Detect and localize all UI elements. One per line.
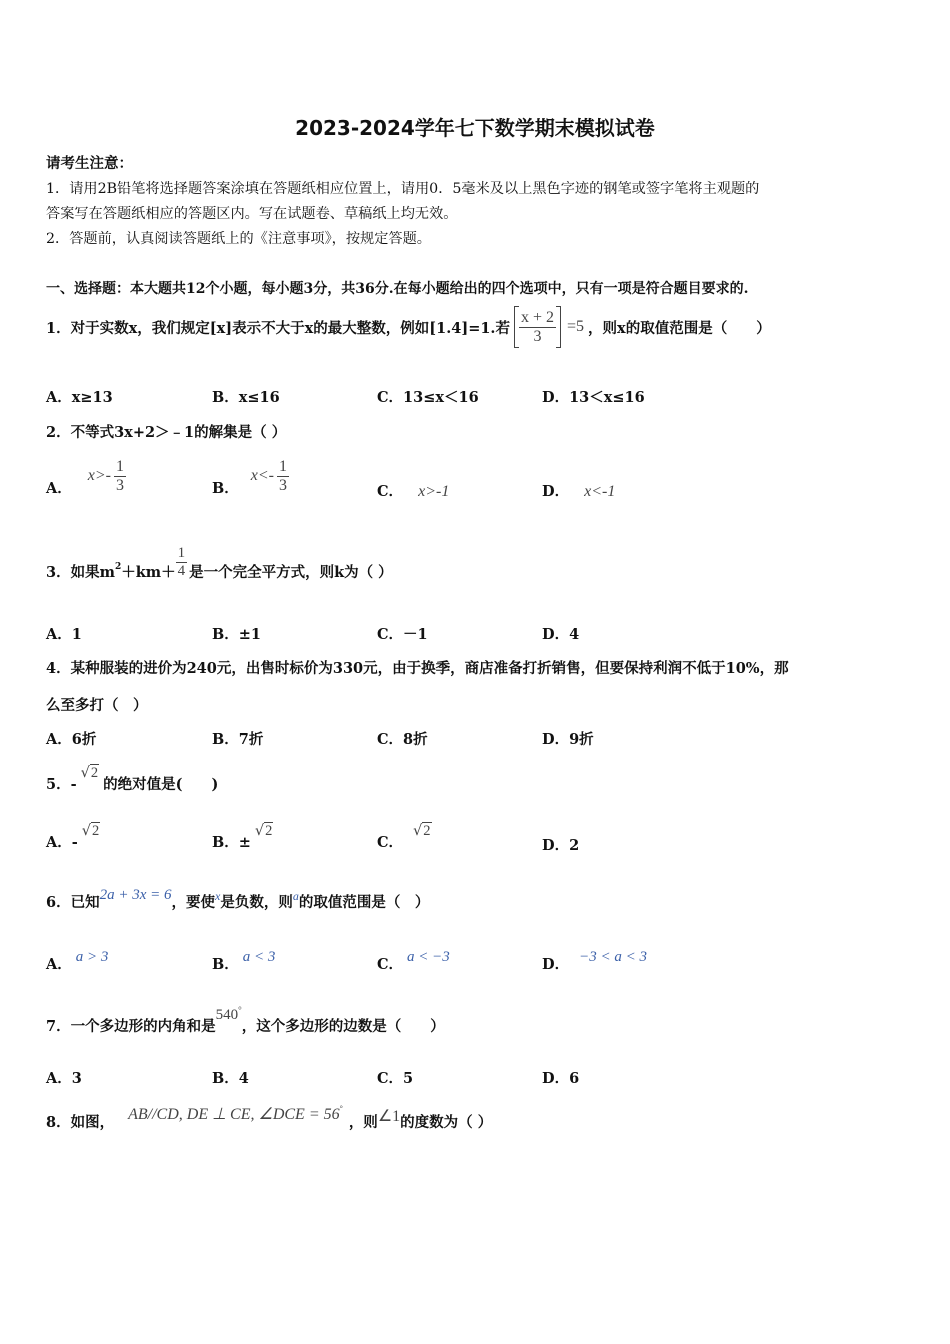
sqrt-icon: √	[80, 765, 90, 781]
question-4-line-2: 么至多打（ ）	[46, 697, 148, 714]
q6-c-label: C．	[377, 956, 404, 973]
q3-post: 是一个完全平方式，则k为（ ）	[189, 563, 393, 581]
q5-c-sqrt	[413, 822, 432, 840]
q2-option-d[interactable]	[542, 480, 615, 501]
q2-c-expr: x>-1	[418, 483, 450, 500]
q1-numerator: x + 2	[520, 308, 555, 326]
q6-mid2: 是负数，则	[220, 894, 293, 911]
q5-c-label: C．	[377, 834, 404, 851]
page-title: 2023-2024学年七下数学期末模拟试卷	[295, 116, 655, 140]
question-8-stem	[46, 1100, 492, 1132]
sqrt-icon: √	[81, 823, 92, 839]
q2-option-b[interactable]	[212, 452, 289, 500]
q2-b-label: B．	[212, 479, 239, 497]
notice-line-3: 2．答题前，认真阅读答题纸上的《注意事项》，按规定答题。	[46, 231, 431, 247]
q3-pre-text: 3．如果m	[46, 563, 115, 581]
q3-den: 4	[177, 562, 186, 579]
q4-option-d[interactable]: D．9折	[542, 731, 594, 748]
q1-option-c[interactable]: C．13≤x＜16	[377, 389, 479, 406]
sqrt-icon: √	[254, 823, 265, 839]
q5-option-d[interactable]: D．2	[542, 837, 580, 854]
q1-option-b[interactable]: B．x≤16	[212, 389, 280, 406]
sqrt-icon: √	[413, 823, 423, 839]
q8-mid: ，则	[348, 1114, 378, 1131]
q8-expr-text: AB//CD, DE ⊥ CE, ∠DCE = 56	[128, 1106, 340, 1123]
q2-b-den: 3	[279, 476, 287, 494]
question-3-stem	[46, 538, 393, 586]
q2-a-label: A．	[46, 479, 72, 497]
q8-expr	[128, 1104, 343, 1124]
q5-option-b[interactable]	[212, 820, 273, 852]
q6-pre: 6．已知	[46, 894, 100, 911]
q1-post: ，则x的取值范围是（ ）	[588, 319, 771, 337]
q7-value: 540	[215, 1007, 239, 1023]
q3-mid: ＋km＋	[121, 563, 176, 581]
q6-d-label: D．	[542, 956, 570, 973]
q5-a-radicand: 2	[92, 823, 100, 839]
question-6-stem	[46, 882, 429, 912]
q6-c-expr: a < −3	[407, 949, 450, 965]
q2-d-expr: x<-1	[584, 483, 616, 500]
q2-a-expr: x>-	[87, 467, 111, 484]
q7-option-d[interactable]: D．6	[542, 1070, 580, 1087]
q3-pre	[46, 561, 176, 582]
q2-b-num: 1	[279, 457, 287, 475]
q6-var1: x	[215, 889, 221, 903]
q2-option-a[interactable]	[46, 452, 126, 500]
q1-equals: =5	[567, 318, 585, 335]
q3-fraction	[176, 545, 188, 580]
q2-a-num: 1	[116, 457, 124, 475]
q6-mid1: ，要使	[171, 894, 215, 911]
q3-num: 1	[177, 544, 186, 561]
q7-option-c[interactable]: C．5	[377, 1070, 414, 1087]
q7-option-b[interactable]: B．4	[212, 1070, 249, 1087]
q3-option-b[interactable]: B．±1	[212, 626, 261, 643]
q6-b-label: B．	[212, 956, 239, 973]
q5-pre: 5．-	[46, 776, 77, 793]
notice-heading: 请考生注意：	[46, 155, 133, 172]
q1-denominator: 3	[533, 327, 542, 345]
notice-line-1: 1．请用2B铅笔将选择题答案涂填在答题纸相应位置上，请用0．5毫米及以上黑色字迹的钢笔或签字笔将主观题的	[46, 181, 760, 197]
q4-option-a[interactable]: A．6折	[46, 731, 97, 748]
q6-option-a[interactable]	[46, 944, 108, 974]
q7-pre: 7．一个多边形的内角和是	[46, 1018, 216, 1035]
q7-post: ，这个多边形的边数是（ ）	[241, 1018, 445, 1035]
q6-option-b[interactable]	[212, 944, 275, 974]
q6-a-expr: a > 3	[75, 949, 109, 965]
q1-option-a[interactable]: A．x≥13	[46, 389, 113, 406]
q6-option-d[interactable]	[542, 944, 647, 974]
q3-exponent: 2	[114, 561, 122, 572]
q5-a-label: A．-	[46, 834, 78, 851]
q5-b-label: B．±	[212, 834, 251, 851]
q5-a-sqrt	[82, 822, 101, 840]
notice-line-2: 答案写在答题纸相应的答题区内。写在试题卷、草稿纸上均无效。	[46, 206, 458, 222]
question-4-line-1: 4．某种服装的进价为240元，出售时标价为330元，由于换季，商店准备打折销售，但要保持利润不低于10%，那	[46, 660, 789, 677]
q1-option-d[interactable]: D．13＜x≤16	[542, 389, 645, 406]
q1-fraction	[519, 309, 556, 346]
q5-b-sqrt	[255, 822, 274, 840]
q1-floor-expression	[514, 306, 584, 348]
q2-d-label: D．	[542, 483, 570, 500]
q1-pre: 1．对于实数x，我们规定[x]表示不大于x的最大整数，例如[1.4]=1.若	[46, 319, 510, 337]
question-2-stem: 2．不等式3x+2＞﹣1的解集是（ ）	[46, 424, 287, 441]
q6-var2: a	[292, 889, 299, 903]
q3-option-d[interactable]: D．4	[542, 626, 580, 643]
q3-option-c[interactable]: C．－1	[377, 626, 428, 643]
q5-c-radicand: 2	[423, 823, 431, 839]
q2-b-fraction	[277, 458, 289, 495]
q8-pre: 8．如图，	[46, 1114, 115, 1131]
floor-bracket-right	[556, 306, 561, 348]
q5-radicand: 2	[90, 765, 99, 781]
q4-option-b[interactable]: B．7折	[212, 731, 264, 748]
question-5-stem	[46, 762, 218, 794]
q2-b-expr: x<-	[250, 467, 274, 484]
q8-angle: ∠1	[377, 1108, 401, 1125]
degree-icon: °	[339, 1104, 343, 1113]
q6-a-label: A．	[46, 956, 72, 973]
q2-c-label: C．	[377, 483, 404, 500]
q7-option-a[interactable]: A．3	[46, 1070, 82, 1087]
q2-a-den: 3	[116, 476, 124, 494]
q8-post: 的度数为（ ）	[400, 1114, 493, 1131]
q2-option-c[interactable]	[377, 480, 449, 501]
q6-expr: 2a + 3x = 6	[99, 887, 172, 903]
q5-sqrt	[81, 764, 100, 782]
q2-a-fraction	[114, 458, 126, 495]
degree-icon: °	[238, 1005, 242, 1015]
question-1-stem	[46, 304, 771, 350]
q5-b-radicand: 2	[265, 823, 273, 839]
q3-option-a[interactable]: A．1	[46, 626, 82, 643]
section-heading: 一、选择题：本大题共12个小题，每小题3分，共36分.在每小题给出的四个选项中，只有一项是符合题目要求的.	[46, 281, 749, 297]
q6-d-expr: −3 < a < 3	[579, 949, 647, 965]
q5-option-a[interactable]	[46, 820, 100, 852]
q7-expr	[216, 1005, 242, 1024]
q6-option-c[interactable]	[377, 944, 450, 974]
q6-b-expr: a < 3	[242, 949, 276, 965]
q6-post: 的取值范围是（ ）	[298, 894, 430, 911]
question-7-stem	[46, 1004, 445, 1036]
q5-option-c[interactable]	[377, 820, 432, 852]
q5-post: 的绝对值是( )	[103, 776, 219, 793]
q4-option-c[interactable]: C．8折	[377, 731, 428, 748]
